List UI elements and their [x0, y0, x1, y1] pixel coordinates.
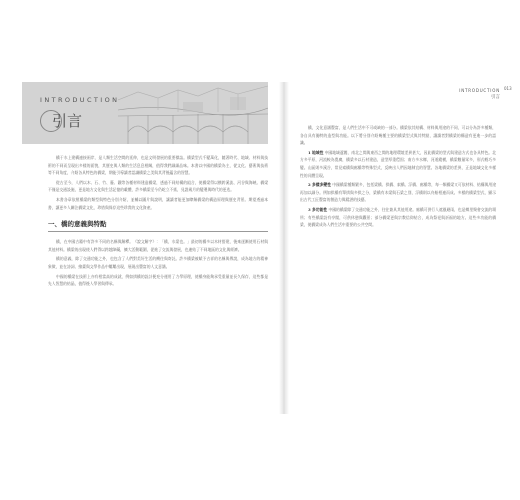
right-page: [290, 82, 512, 414]
section-divider: [48, 231, 268, 232]
item-text: 中國的橋梁除了交通功能之外，往往兼具其他用途。廊橋可供行人遮風避雨，也是鄉里聚會交流的場所；有些橋梁設有亭閣，可供休憩與觀景；部分橋梁更與宗教信仰結合，成為祭祀與祈福的地方。這些多功能的橋梁，使橋梁成為人們生活中重要的公共空間。: [300, 206, 496, 228]
banner-text: [40, 96, 119, 131]
book-spread: [22, 82, 512, 414]
list-item: [300, 149, 496, 179]
banner-title-en: INTRODUCTION: [40, 96, 120, 104]
running-head: [459, 88, 500, 100]
item-title: 2 多樣多變性: [308, 182, 332, 188]
intro-paragraph: 橋于水上建構連接兩岸，是人類生活空間的延伸，也是文明發展的重要標誌。橋梁型式千變萬化，隨著時代、地域、材料與技術的不同而呈現出多樣的面貌，其歷史與人類的生活息息相關，值得我們細細品味。本書以中國的橋梁為主，從文化、藝術與技術等不同角度，介紹各具特色的橋梁，期能引導讀者認識橋梁之美與其背後蘊含的智慧。: [48, 155, 268, 176]
left-body-text: [48, 154, 268, 290]
section-paragraph: 橋的意義，除了交通功能之外，也包含了人們對美好生活的嚮往與寄託。許多橋梁被賦予吉祥的名稱與傳說，成為地方的精神象徵，並在詩詞、繪畫與文學作品中屢屢出現，展現出豐富的人文意涵。: [48, 256, 268, 269]
book-gutter: [279, 82, 289, 414]
bridge-illustration: [118, 82, 268, 144]
chapter-banner: [22, 82, 268, 144]
item-text: 中國地域遼闊，南北之間與東西之間的地理環境差異甚大，因此橋梁的型式與建造方式也各具特色。北方多平原，河流較為寬廣，橋梁多以石材建造，造型厚重穩固；南方多水鄉，河道縱橫，橋梁數量眾多，形式輕巧多變。山區則多溪谷，常見索橋與廊橋等特殊型式，反映出人們因地制宜的智慧。各地橋梁的差異，正是地域文化多樣性的具體呈現。: [300, 149, 496, 178]
section-heading: 一、橋的意義與特點: [48, 220, 107, 229]
right-body-text: [300, 124, 496, 231]
page-number: 013: [504, 86, 512, 91]
intro-paragraph: 本書各章依照橋梁的類型與特色分別介紹，並輔以圖片與說明，讓讀者能更加瞭解橋梁的構造原理與歷史背景。期望透過本書，讓更多人關注橋梁文化，珍惜與保存這些珍貴的文化資產。: [48, 196, 268, 210]
section-paragraph: 中國的橋梁在技術上亦有相當高的成就，例如拱橋的設計便充分運用了力學原理，使橋身能夠承受重量並長久保存，這些都是先人智慧的結晶，值得後人學習與傳承。: [48, 273, 268, 287]
item-text: 中國橋梁種類繁多，包括梁橋、拱橋、索橋、浮橋、廊橋等，每一類橋梁又可依材料、結構與用途再加以細分。例如拱橋有單拱與多拱之分，梁橋有木梁與石梁之別，浮橋則以舟船相連而成。多樣的橋梁型式，顯示出古代工匠豐富的創造力與精湛的技藝。: [300, 182, 496, 203]
banner-title-zh: 引言: [52, 112, 83, 130]
left-page: [22, 82, 282, 414]
list-item: [300, 181, 496, 204]
intro-paragraph: 從古至今，人們以木、石、竹、藤、鐵等各種材料建造橋梁，透過不同結構的組合，使橋梁得以橫跨溪流、河谷與海峽。橋梁不僅是交通設施，更是地方文化與生活記憶的載體，許多橋梁至今仍屹立不搖，見證歲月的變遷與時代的更迭。: [48, 179, 268, 193]
intro-paragraph: 橋，文化意涵豐富，是人們生活中不可或缺的一部分。橋梁依其結構、材料與用途的不同，可以分為許多種類，各自具有獨特的造型與功能。以下將分別介紹幾種主要的橋梁型式與其特點，讓讀者對橋梁的構造有更進一步的認識。: [300, 125, 496, 146]
running-head-zh: 引言: [491, 95, 500, 100]
item-title: 1 地域性: [308, 149, 324, 155]
list-item: [300, 206, 496, 229]
section-paragraph: 橋，在中國古籍中有許多不同的名稱與解釋。《說文解字》：「橋，水梁也。」最初的橋多以木材搭建，後來逐漸使用石材與其他材料。橋梁的出現使人們得以跨越障礙，擴大活動範圍，促進了交流與發展，也連結了不同地區的文化與經濟。: [48, 239, 268, 252]
item-title: 3 多功能性: [308, 206, 328, 212]
running-head-en: INTRODUCTION: [459, 88, 500, 93]
